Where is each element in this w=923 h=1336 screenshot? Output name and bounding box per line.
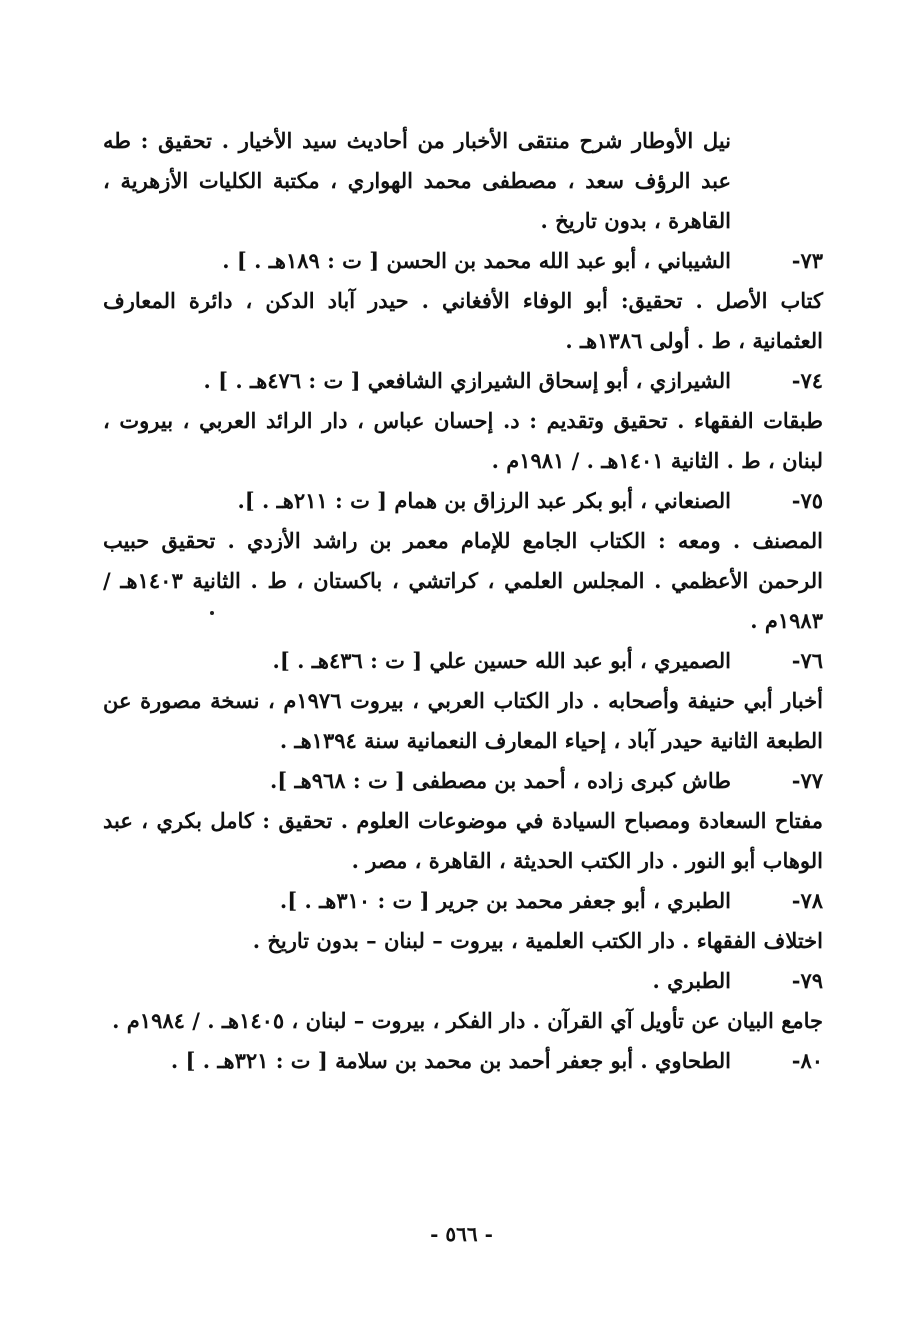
entry-header [103,881,823,921]
entry-header [103,1041,823,1081]
bibliography-list [103,100,823,1081]
entry-author: طاش كبرى زاده ، أحمد بن مصطفى [ ت : ٩٦٨هـ ]. [269,768,731,793]
entry-number: ٧٥- [791,488,823,513]
bibliography-entry-77 [103,761,823,881]
entry-author: الطحاوي . أبو جعفر أحمد بن محمد بن سلامة [ ت : ٣٢١هـ . ] . [170,1048,731,1073]
entry-number: ٨٠- [791,1048,823,1073]
bibliography-entry-78 [103,881,823,961]
entry-details: طبقات الفقهاء . تحقيق وتقديم : د. إحسان عباس ، دار الرائد العربي ، بيروت ، لبنان ، ط . الثانية ١٤٠١هـ . / ١٩٨١م . [103,408,823,473]
entry-header [103,361,823,401]
bibliography-entry-73 [103,241,823,361]
entry-number: ٧٣- [791,248,823,273]
entry-author: الشيباني ، أبو عبد الله محمد بن الحسن [ ت : ١٨٩هـ . ] . [222,248,731,273]
entry-header [103,641,823,681]
entry-details: مفتاح السعادة ومصباح السيادة في موضوعات العلوم . تحقيق : كامل بكري ، عبد الوهاب أبو النور . دار الكتب الحديثة ، القاهرة ، مصر . [103,808,823,873]
entry-header [103,241,823,281]
entry-details: اختلاف الفقهاء . دار الكتب العلمية ، بيروت – لبنان – بدون تاريخ . [252,928,823,953]
entry-number: ٧٧- [791,768,823,793]
entry-author: الطبري ، أبو جعفر محمد بن جرير [ ت : ٣١٠هـ . ]. [279,888,731,913]
entry-author: الطبري . [652,968,731,993]
entry-author: الشيرازي ، أبو إسحاق الشيرازي الشافعي [ ت : ٤٧٦هـ . ] . [203,368,731,393]
bibliography-entry-79 [103,961,823,1041]
bibliography-entry-75 [103,481,823,641]
entry-details: أخبار أبي حنيفة وأصحابه . دار الكتاب العربي ، بيروت ١٩٧٦م ، نسخة مصورة عن الطبعة الثانية حيدر آباد ، إحياء المعارف النعمانية سنة ١٣٩٤هـ . [103,688,823,753]
entry-number: ٧٤- [791,368,823,393]
entry-author: الصميري ، أبو عبد الله حسين علي [ ت : ٤٣٦هـ . ]. [272,648,731,673]
bibliography-entry-76 [103,641,823,761]
entry-details: المصنف . ومعه : الكتاب الجامع للإمام معمر بن راشد الأزدي . تحقيق حبيب الرحمن الأعظمي . المجلس العلمي ، كراتشي ، باكستان ، ط . الثانية ١٤٠٣هـ / ١٩٨٣م . [103,528,823,633]
bibliography-entry-74 [103,361,823,481]
entry-author: الصنعاني ، أبو بكر عبد الرزاق بن همام [ ت : ٢١١هـ . ]. [237,488,731,513]
stray-dot-mark [210,611,214,615]
entry-number: ٧٦- [791,648,823,673]
entry-header [103,961,823,1001]
entry-header [103,481,823,521]
entry-details: كتاب الأصل . تحقيق: أبو الوفاء الأفغاني . حيدر آباد الدكن ، دائرة المعارف العثمانية ، ط . أولى ١٣٨٦هـ . [103,288,823,353]
continued-entry-text: نيل الأوطار شرح منتقى الأخبار من أحاديث سيد الأخيار . تحقيق : طه عبد الرؤف سعد ، مصطفى محمد الهواري ، مكتبة الكليات الأزهرية ، القاهرة ، بدون تاريخ . [103,128,731,233]
page-number: - ٥٦٦ - [430,1222,493,1246]
entry-details: جامع البيان عن تأويل آي القرآن . دار الفكر ، بيروت – لبنان ، ١٤٠٥هـ . / ١٩٨٤م . [112,1008,823,1033]
bibliography-entry-80 [103,1041,823,1081]
entry-header [103,761,823,801]
entry-number: ٧٩- [791,968,823,993]
entry-number: ٧٨- [791,888,823,913]
